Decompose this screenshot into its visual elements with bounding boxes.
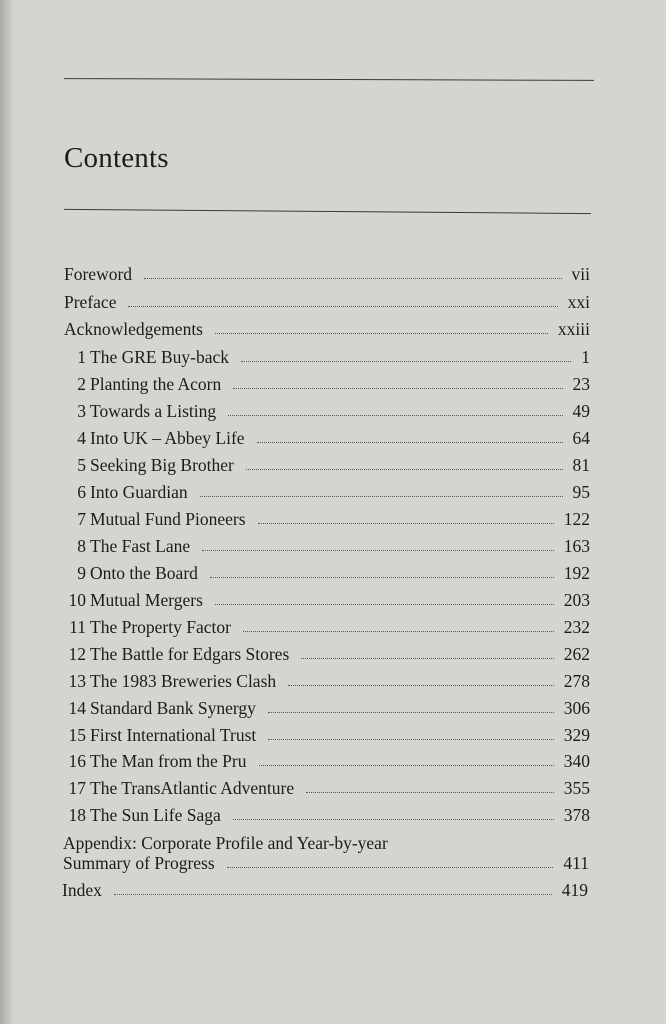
toc-entry-label: Summary of Progress: [63, 853, 215, 873]
dot-leader: [259, 765, 554, 766]
toc-entry-chapter-11[interactable]: [60, 613, 590, 637]
toc-entry-chapter-8[interactable]: [60, 532, 590, 556]
dot-leader: [144, 278, 561, 279]
chapter-number: 9: [77, 563, 86, 583]
toc-entry-chapter-4[interactable]: [60, 424, 590, 448]
toc-entry-appendix-title-line: Appendix: Corporate Profile and Year-by-year: [63, 833, 388, 853]
toc-entry-page: xxiii: [557, 319, 590, 339]
dot-leader: [202, 550, 554, 551]
chapter-number: 15: [68, 725, 86, 745]
toc-entry-chapter-3[interactable]: [60, 397, 590, 421]
toc-entry-chapter-13[interactable]: [60, 667, 590, 691]
toc-entry-label: Towards a Listing: [90, 401, 217, 421]
toc-entry-chapter-14[interactable]: [60, 694, 590, 718]
dot-leader: [215, 604, 554, 605]
dot-leader: [306, 792, 554, 793]
dot-leader: [210, 577, 554, 578]
dot-leader: [114, 894, 552, 895]
toc-entry-page: 23: [572, 374, 590, 394]
chapter-number: 11: [69, 617, 86, 637]
toc-entry-chapter-5[interactable]: [60, 451, 590, 475]
dot-leader: [227, 867, 554, 868]
toc-entry-label: Index: [62, 880, 102, 900]
toc-entry-label: The Fast Lane: [90, 536, 191, 556]
toc-entry-label: Planting the Acorn: [90, 374, 222, 394]
chapter-number: 5: [77, 455, 86, 475]
dot-leader: [128, 306, 557, 307]
dot-leader: [246, 469, 563, 470]
chapter-number: 13: [68, 671, 86, 691]
toc-entry-preface[interactable]: [60, 288, 590, 312]
toc-entry-label: The Property Factor: [90, 617, 231, 637]
chapter-number: 16: [68, 751, 86, 771]
toc-entry-label: The TransAtlantic Adventure: [90, 778, 295, 798]
toc-entry-acknowledgements[interactable]: [60, 315, 590, 339]
toc-entry-label: Acknowledgements: [64, 319, 203, 339]
chapter-number: 18: [68, 805, 86, 825]
dot-leader: [200, 496, 563, 497]
toc-entry-chapter-16[interactable]: [60, 747, 590, 771]
toc-entry-label: Standard Bank Synergy: [90, 698, 256, 718]
toc-entry-label: The Man from the Pru: [90, 751, 247, 771]
toc-entry-page: 192: [563, 563, 590, 583]
toc-entry-page: 306: [563, 698, 590, 718]
page-title: Contents: [64, 142, 169, 174]
chapter-number: 7: [77, 509, 86, 529]
toc-entry-label: First International Trust: [90, 725, 257, 745]
toc-entry-chapter-12[interactable]: [60, 640, 590, 664]
chapter-number: 4: [77, 428, 86, 448]
toc-entry-chapter-18[interactable]: [60, 801, 590, 825]
dot-leader: [241, 361, 571, 362]
toc-entry-chapter-7[interactable]: [60, 505, 590, 529]
dot-leader: [268, 739, 553, 740]
dot-leader: [228, 415, 562, 416]
dot-leader: [268, 712, 554, 713]
toc-entry-chapter-17[interactable]: [60, 774, 590, 798]
dot-leader: [243, 631, 554, 632]
toc-entry-page: xxi: [567, 292, 590, 312]
toc-entry-chapter-6[interactable]: [60, 478, 590, 502]
toc-entry-label: Into UK – Abbey Life: [90, 428, 245, 448]
toc-entry-chapter-10[interactable]: [60, 586, 590, 610]
toc-entry-page: 122: [563, 509, 590, 529]
chapter-number: 12: [68, 644, 86, 664]
toc-entry-page: 203: [563, 590, 590, 610]
toc-entry-page: 64: [572, 428, 590, 448]
chapter-number: 6: [77, 482, 86, 502]
toc-entry-page: 81: [572, 455, 590, 475]
toc-entry-page: 411: [563, 853, 589, 873]
toc-entry-page: 355: [563, 778, 590, 798]
chapter-number: 10: [68, 590, 86, 610]
dot-leader: [233, 819, 554, 820]
toc-entry-page: 232: [563, 617, 590, 637]
toc-entry-label: Foreword: [64, 264, 133, 284]
toc-entry-label: Mutual Fund Pioneers: [90, 509, 246, 529]
toc-entry-page: 49: [572, 401, 590, 421]
toc-entry-chapter-1[interactable]: [60, 343, 590, 367]
toc-entry-label: The 1983 Breweries Clash: [90, 671, 277, 691]
chapter-number: 14: [68, 698, 86, 718]
toc-entry-page: 278: [563, 671, 590, 691]
toc-entry-chapter-15[interactable]: [60, 721, 590, 745]
toc-entry-appendix[interactable]: [59, 849, 589, 873]
toc-entry-page: vii: [571, 264, 590, 284]
toc-entry-label: Preface: [64, 292, 117, 312]
dot-leader: [258, 523, 554, 524]
toc-entry-chapter-9[interactable]: [60, 559, 590, 583]
toc-entry-foreword[interactable]: [60, 260, 590, 284]
toc-entry-page: 1: [581, 347, 590, 367]
dot-leader: [257, 442, 563, 443]
toc-entry-label: Mutual Mergers: [90, 590, 203, 610]
toc-entry-label: Onto the Board: [90, 563, 198, 583]
toc-entry-page: 163: [563, 536, 590, 556]
dot-leader: [233, 388, 562, 389]
toc-entry-index[interactable]: [58, 876, 588, 900]
chapter-number: 2: [77, 374, 86, 394]
chapter-number: 1: [77, 347, 86, 367]
toc-entry-page: 262: [563, 644, 590, 664]
toc-entry-label: The GRE Buy-back: [90, 347, 229, 367]
dot-leader: [215, 333, 548, 334]
toc-entry-page: 95: [572, 482, 590, 502]
chapter-number: 3: [77, 401, 86, 421]
toc-entry-page: 378: [563, 805, 590, 825]
toc-entry-page: 419: [561, 880, 588, 900]
toc-entry-label: Into Guardian: [90, 482, 188, 502]
toc-entry-chapter-2[interactable]: [60, 370, 590, 394]
dot-leader: [301, 658, 553, 659]
toc-entry-label: The Battle for Edgars Stores: [90, 644, 290, 664]
toc-entry-page: 340: [563, 751, 590, 771]
chapter-number: 17: [68, 778, 86, 798]
toc-entry-label: Seeking Big Brother: [90, 455, 234, 475]
toc-entry-page: 329: [563, 725, 590, 745]
dot-leader: [288, 685, 554, 686]
toc-entry-label: The Sun Life Saga: [90, 805, 221, 825]
chapter-number: 8: [77, 536, 86, 556]
